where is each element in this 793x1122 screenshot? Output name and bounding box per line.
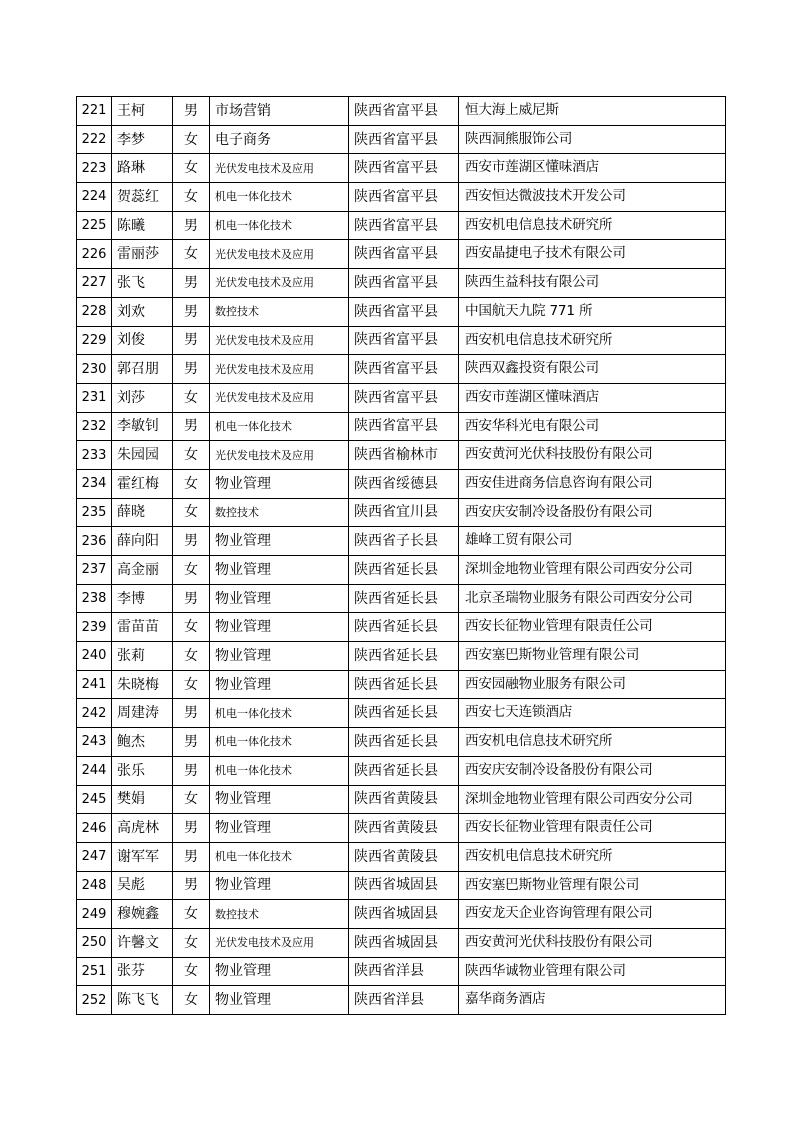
employer-cell: 西安市莲湖区懂味酒店 — [459, 154, 726, 183]
place-of-origin-cell: 陕西省富平县 — [349, 154, 459, 183]
employer-cell: 西安龙天企业咨询管理有限公司 — [459, 900, 726, 929]
student-name-cell: 张乐 — [112, 756, 173, 785]
graduate-employment-table — [76, 96, 726, 1015]
gender-cell: 男 — [173, 355, 210, 384]
table-row — [77, 642, 726, 671]
employer-cell: 西安恒达微波技术开发公司 — [459, 183, 726, 212]
gender-cell: 女 — [173, 441, 210, 470]
table-row — [77, 670, 726, 699]
student-name-cell: 高虎林 — [112, 814, 173, 843]
student-name-cell: 张飞 — [112, 269, 173, 298]
table-row — [77, 756, 726, 785]
row-number-cell: 251 — [77, 957, 112, 986]
table-row — [77, 240, 726, 269]
gender-cell: 女 — [173, 154, 210, 183]
row-number-cell: 242 — [77, 699, 112, 728]
student-name-cell: 陈飞飞 — [112, 986, 173, 1015]
table-row — [77, 928, 726, 957]
employer-cell: 西安塞巴斯物业管理有限公司 — [459, 871, 726, 900]
student-name-cell: 李敏钊 — [112, 412, 173, 441]
employer-cell: 深圳金地物业管理有限公司西安分公司 — [459, 785, 726, 814]
place-of-origin-cell: 陕西省富平县 — [349, 355, 459, 384]
major-cell: 物业管理 — [210, 469, 349, 498]
major-cell: 数控技术 — [210, 900, 349, 929]
major-cell: 光伏发电技术及应用 — [210, 928, 349, 957]
row-number-cell: 226 — [77, 240, 112, 269]
place-of-origin-cell: 陕西省延长县 — [349, 613, 459, 642]
major-cell: 光伏发电技术及应用 — [210, 383, 349, 412]
table-row — [77, 355, 726, 384]
employer-cell: 西安黄河光伏科技股份有限公司 — [459, 928, 726, 957]
row-number-cell: 230 — [77, 355, 112, 384]
employer-cell: 西安园融物业服务有限公司 — [459, 670, 726, 699]
gender-cell: 男 — [173, 871, 210, 900]
gender-cell: 男 — [173, 269, 210, 298]
table-row — [77, 97, 726, 126]
gender-cell: 女 — [173, 240, 210, 269]
student-name-cell: 刘俊 — [112, 326, 173, 355]
place-of-origin-cell: 陕西省洋县 — [349, 957, 459, 986]
place-of-origin-cell: 陕西省延长县 — [349, 642, 459, 671]
place-of-origin-cell: 陕西省富平县 — [349, 269, 459, 298]
gender-cell: 女 — [173, 900, 210, 929]
major-cell: 物业管理 — [210, 642, 349, 671]
table-row — [77, 986, 726, 1015]
gender-cell: 女 — [173, 183, 210, 212]
table-row — [77, 957, 726, 986]
gender-cell: 女 — [173, 613, 210, 642]
student-name-cell: 谢军军 — [112, 842, 173, 871]
row-number-cell: 238 — [77, 584, 112, 613]
gender-cell: 男 — [173, 297, 210, 326]
major-cell: 机电一体化技术 — [210, 756, 349, 785]
major-cell: 物业管理 — [210, 556, 349, 585]
gender-cell: 男 — [173, 842, 210, 871]
major-cell: 物业管理 — [210, 957, 349, 986]
major-cell: 机电一体化技术 — [210, 728, 349, 757]
employer-cell: 中国航天九院 771 所 — [459, 297, 726, 326]
student-name-cell: 薛向阳 — [112, 527, 173, 556]
row-number-cell: 236 — [77, 527, 112, 556]
table-row — [77, 814, 726, 843]
table-row — [77, 297, 726, 326]
table-row — [77, 326, 726, 355]
gender-cell: 女 — [173, 928, 210, 957]
employer-cell: 陕西华诚物业管理有限公司 — [459, 957, 726, 986]
table-row — [77, 728, 726, 757]
gender-cell: 女 — [173, 642, 210, 671]
row-number-cell: 237 — [77, 556, 112, 585]
table-row — [77, 125, 726, 154]
gender-cell: 女 — [173, 670, 210, 699]
row-number-cell: 227 — [77, 269, 112, 298]
place-of-origin-cell: 陕西省榆林市 — [349, 441, 459, 470]
employer-cell: 陕西生益科技有限公司 — [459, 269, 726, 298]
table-body — [77, 97, 726, 1015]
major-cell: 机电一体化技术 — [210, 183, 349, 212]
major-cell: 光伏发电技术及应用 — [210, 240, 349, 269]
place-of-origin-cell: 陕西省延长县 — [349, 556, 459, 585]
employer-cell: 西安市莲湖区懂味酒店 — [459, 383, 726, 412]
employer-cell: 西安长征物业管理有限责任公司 — [459, 814, 726, 843]
row-number-cell: 234 — [77, 469, 112, 498]
gender-cell: 男 — [173, 699, 210, 728]
student-name-cell: 雷苗苗 — [112, 613, 173, 642]
student-name-cell: 张芬 — [112, 957, 173, 986]
place-of-origin-cell: 陕西省黄陵县 — [349, 814, 459, 843]
student-name-cell: 张莉 — [112, 642, 173, 671]
place-of-origin-cell: 陕西省延长县 — [349, 699, 459, 728]
place-of-origin-cell: 陕西省延长县 — [349, 584, 459, 613]
place-of-origin-cell: 陕西省洋县 — [349, 986, 459, 1015]
gender-cell: 男 — [173, 211, 210, 240]
row-number-cell: 250 — [77, 928, 112, 957]
major-cell: 光伏发电技术及应用 — [210, 326, 349, 355]
student-name-cell: 郭召朋 — [112, 355, 173, 384]
row-number-cell: 243 — [77, 728, 112, 757]
student-name-cell: 许馨文 — [112, 928, 173, 957]
place-of-origin-cell: 陕西省延长县 — [349, 728, 459, 757]
student-name-cell: 朱园园 — [112, 441, 173, 470]
place-of-origin-cell: 陕西省富平县 — [349, 97, 459, 126]
gender-cell: 女 — [173, 125, 210, 154]
gender-cell: 女 — [173, 785, 210, 814]
place-of-origin-cell: 陕西省富平县 — [349, 297, 459, 326]
student-name-cell: 朱晓梅 — [112, 670, 173, 699]
place-of-origin-cell: 陕西省子长县 — [349, 527, 459, 556]
major-cell: 光伏发电技术及应用 — [210, 269, 349, 298]
employer-cell: 雄峰工贸有限公司 — [459, 527, 726, 556]
major-cell: 光伏发电技术及应用 — [210, 154, 349, 183]
student-name-cell: 吴彪 — [112, 871, 173, 900]
gender-cell: 男 — [173, 527, 210, 556]
gender-cell: 女 — [173, 986, 210, 1015]
place-of-origin-cell: 陕西省延长县 — [349, 756, 459, 785]
major-cell: 市场营销 — [210, 97, 349, 126]
gender-cell: 女 — [173, 383, 210, 412]
employer-cell: 陕西洞熊服饰公司 — [459, 125, 726, 154]
place-of-origin-cell: 陕西省宜川县 — [349, 498, 459, 527]
row-number-cell: 228 — [77, 297, 112, 326]
table-row — [77, 211, 726, 240]
row-number-cell: 252 — [77, 986, 112, 1015]
major-cell: 物业管理 — [210, 986, 349, 1015]
gender-cell: 女 — [173, 957, 210, 986]
place-of-origin-cell: 陕西省富平县 — [349, 125, 459, 154]
row-number-cell: 229 — [77, 326, 112, 355]
student-name-cell: 李博 — [112, 584, 173, 613]
table-row — [77, 412, 726, 441]
major-cell: 物业管理 — [210, 670, 349, 699]
employer-cell: 陕西双鑫投资有限公司 — [459, 355, 726, 384]
row-number-cell: 224 — [77, 183, 112, 212]
major-cell: 机电一体化技术 — [210, 211, 349, 240]
employer-cell: 深圳金地物业管理有限公司西安分公司 — [459, 556, 726, 585]
row-number-cell: 235 — [77, 498, 112, 527]
gender-cell: 女 — [173, 498, 210, 527]
major-cell: 机电一体化技术 — [210, 412, 349, 441]
place-of-origin-cell: 陕西省城固县 — [349, 928, 459, 957]
table-row — [77, 842, 726, 871]
place-of-origin-cell: 陕西省富平县 — [349, 183, 459, 212]
place-of-origin-cell: 陕西省城固县 — [349, 871, 459, 900]
major-cell: 机电一体化技术 — [210, 699, 349, 728]
employer-cell: 西安晶捷电子技术有限公司 — [459, 240, 726, 269]
major-cell: 数控技术 — [210, 498, 349, 527]
place-of-origin-cell: 陕西省绥德县 — [349, 469, 459, 498]
employer-cell: 西安机电信息技术研究所 — [459, 842, 726, 871]
table-row — [77, 584, 726, 613]
employer-cell: 西安机电信息技术研究所 — [459, 326, 726, 355]
row-number-cell: 245 — [77, 785, 112, 814]
table-row — [77, 383, 726, 412]
row-number-cell: 225 — [77, 211, 112, 240]
employer-cell: 西安七天连锁酒店 — [459, 699, 726, 728]
student-name-cell: 穆婉鑫 — [112, 900, 173, 929]
student-name-cell: 樊娟 — [112, 785, 173, 814]
place-of-origin-cell: 陕西省富平县 — [349, 383, 459, 412]
gender-cell: 男 — [173, 728, 210, 757]
employer-cell: 西安机电信息技术研究所 — [459, 211, 726, 240]
table-row — [77, 871, 726, 900]
table-row — [77, 154, 726, 183]
employer-cell: 西安华科光电有限公司 — [459, 412, 726, 441]
row-number-cell: 239 — [77, 613, 112, 642]
row-number-cell: 249 — [77, 900, 112, 929]
student-name-cell: 霍红梅 — [112, 469, 173, 498]
major-cell: 物业管理 — [210, 814, 349, 843]
table-row — [77, 183, 726, 212]
student-name-cell: 周建涛 — [112, 699, 173, 728]
student-name-cell: 刘欢 — [112, 297, 173, 326]
gender-cell: 男 — [173, 97, 210, 126]
table-row — [77, 527, 726, 556]
row-number-cell: 223 — [77, 154, 112, 183]
row-number-cell: 222 — [77, 125, 112, 154]
major-cell: 物业管理 — [210, 613, 349, 642]
major-cell: 物业管理 — [210, 785, 349, 814]
employer-cell: 北京圣瑞物业服务有限公司西安分公司 — [459, 584, 726, 613]
student-name-cell: 王柯 — [112, 97, 173, 126]
employer-cell: 嘉华商务酒店 — [459, 986, 726, 1015]
row-number-cell: 248 — [77, 871, 112, 900]
place-of-origin-cell: 陕西省富平县 — [349, 211, 459, 240]
table-row — [77, 469, 726, 498]
place-of-origin-cell: 陕西省富平县 — [349, 412, 459, 441]
row-number-cell: 231 — [77, 383, 112, 412]
row-number-cell: 221 — [77, 97, 112, 126]
gender-cell: 男 — [173, 326, 210, 355]
place-of-origin-cell: 陕西省富平县 — [349, 240, 459, 269]
employer-cell: 西安庆安制冷设备股份有限公司 — [459, 756, 726, 785]
student-name-cell: 刘莎 — [112, 383, 173, 412]
place-of-origin-cell: 陕西省黄陵县 — [349, 785, 459, 814]
gender-cell: 男 — [173, 584, 210, 613]
table-row — [77, 498, 726, 527]
table-row — [77, 785, 726, 814]
student-name-cell: 鲍杰 — [112, 728, 173, 757]
place-of-origin-cell: 陕西省富平县 — [349, 326, 459, 355]
gender-cell: 男 — [173, 756, 210, 785]
employer-cell: 恒大海上威尼斯 — [459, 97, 726, 126]
employer-cell: 西安黄河光伏科技股份有限公司 — [459, 441, 726, 470]
major-cell: 数控技术 — [210, 297, 349, 326]
gender-cell: 男 — [173, 412, 210, 441]
major-cell: 电子商务 — [210, 125, 349, 154]
table-row — [77, 613, 726, 642]
student-name-cell: 雷丽莎 — [112, 240, 173, 269]
student-name-cell: 陈曦 — [112, 211, 173, 240]
row-number-cell: 247 — [77, 842, 112, 871]
major-cell: 机电一体化技术 — [210, 842, 349, 871]
major-cell: 物业管理 — [210, 871, 349, 900]
row-number-cell: 240 — [77, 642, 112, 671]
student-name-cell: 高金丽 — [112, 556, 173, 585]
table-row — [77, 699, 726, 728]
row-number-cell: 233 — [77, 441, 112, 470]
major-cell: 光伏发电技术及应用 — [210, 441, 349, 470]
row-number-cell: 232 — [77, 412, 112, 441]
student-name-cell: 李梦 — [112, 125, 173, 154]
row-number-cell: 244 — [77, 756, 112, 785]
place-of-origin-cell: 陕西省黄陵县 — [349, 842, 459, 871]
major-cell: 物业管理 — [210, 527, 349, 556]
place-of-origin-cell: 陕西省城固县 — [349, 900, 459, 929]
table-row — [77, 556, 726, 585]
place-of-origin-cell: 陕西省延长县 — [349, 670, 459, 699]
employer-cell: 西安庆安制冷设备股份有限公司 — [459, 498, 726, 527]
table-row — [77, 269, 726, 298]
gender-cell: 女 — [173, 469, 210, 498]
table-row — [77, 441, 726, 470]
employer-cell: 西安机电信息技术研究所 — [459, 728, 726, 757]
student-name-cell: 路琳 — [112, 154, 173, 183]
student-name-cell: 薛晓 — [112, 498, 173, 527]
gender-cell: 男 — [173, 814, 210, 843]
employer-cell: 西安佳进商务信息咨询有限公司 — [459, 469, 726, 498]
major-cell: 物业管理 — [210, 584, 349, 613]
table-row — [77, 900, 726, 929]
student-name-cell: 贺蕊红 — [112, 183, 173, 212]
gender-cell: 女 — [173, 556, 210, 585]
employer-cell: 西安长征物业管理有限责任公司 — [459, 613, 726, 642]
major-cell: 光伏发电技术及应用 — [210, 355, 349, 384]
row-number-cell: 246 — [77, 814, 112, 843]
employer-cell: 西安塞巴斯物业管理有限公司 — [459, 642, 726, 671]
row-number-cell: 241 — [77, 670, 112, 699]
